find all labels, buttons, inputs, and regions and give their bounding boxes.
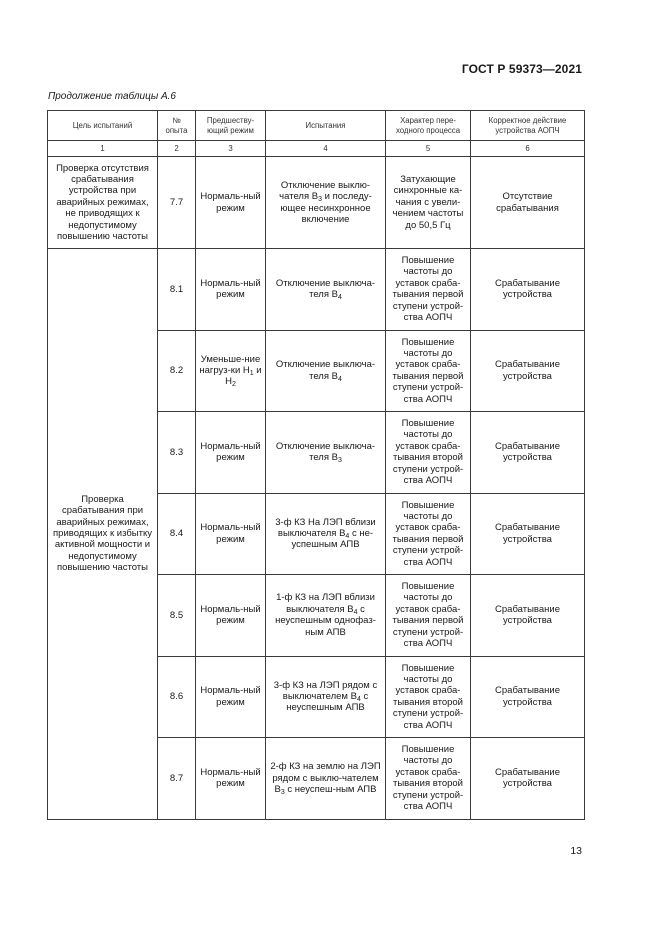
correct-action: Срабатывание устройства bbox=[471, 330, 585, 412]
transient-process: Повышение частоты до уставок сраба-тывания второй ступени устрой-ства АОПЧ bbox=[386, 738, 471, 820]
column-header: № опыта bbox=[158, 111, 196, 141]
correct-action: Срабатывание устройства bbox=[471, 656, 585, 738]
previous-mode: Нормаль-ный режим bbox=[196, 157, 266, 249]
correct-action: Срабатывание устройства bbox=[471, 738, 585, 820]
correct-action: Срабатывание устройства bbox=[471, 249, 585, 331]
column-header: Характер пере-ходного процесса bbox=[386, 111, 471, 141]
correct-action: Отсутствие срабатывания bbox=[471, 157, 585, 249]
column-number: 5 bbox=[386, 141, 471, 157]
correct-action: Срабатывание устройства bbox=[471, 575, 585, 657]
column-number: 3 bbox=[196, 141, 266, 157]
previous-mode: Нормаль-ный режим bbox=[196, 656, 266, 738]
correct-action: Срабатывание устройства bbox=[471, 493, 585, 575]
document-code: ГОСТ Р 59373—2021 bbox=[461, 62, 582, 76]
experiment-number: 7.7 bbox=[158, 157, 196, 249]
test-description: 1-ф КЗ на ЛЭП вблизи выключателя $В_4$ с неуспешным однофаз-ным АПВ bbox=[266, 575, 386, 657]
test-goal-cell: Проверка срабатывания при аварийных режимах, приводящих к избытку активной мощности и недопустимому повышению частоты bbox=[48, 249, 158, 820]
transient-process: Повышение частоты до уставок сраба-тывания второй ступени устрой-ства АОПЧ bbox=[386, 656, 471, 738]
previous-mode: Нормаль-ный режим bbox=[196, 249, 266, 331]
experiment-number: 8.6 bbox=[158, 656, 196, 738]
experiment-number: 8.4 bbox=[158, 493, 196, 575]
test-description: 3-ф КЗ на ЛЭП рядом с выключателем $В_4$ с неуспешным АПВ bbox=[266, 656, 386, 738]
column-header: Корректное действие устройства АОПЧ bbox=[471, 111, 585, 141]
experiment-number: 8.5 bbox=[158, 575, 196, 657]
test-description: Отключение выключа-теля $В_4$ bbox=[266, 249, 386, 331]
experiment-number: 8.3 bbox=[158, 412, 196, 494]
transient-process: Повышение частоты до уставок сраба-тывания первой ступени устрой-ства АОПЧ bbox=[386, 493, 471, 575]
previous-mode: Нормаль-ный режим bbox=[196, 738, 266, 820]
previous-mode: Нормаль-ный режим bbox=[196, 575, 266, 657]
column-number: 2 bbox=[158, 141, 196, 157]
header-row bbox=[48, 111, 585, 141]
column-header: Предшеству-ющий режим bbox=[196, 111, 266, 141]
column-number: 1 bbox=[48, 141, 158, 157]
previous-mode: Уменьше-ние нагруз-ки $Н_1$ и $Н_2$ bbox=[196, 330, 266, 412]
previous-mode: Нормаль-ный режим bbox=[196, 493, 266, 575]
column-number-row bbox=[48, 141, 585, 157]
column-header: Цель испытаний bbox=[48, 111, 158, 141]
column-header: Испытания bbox=[266, 111, 386, 141]
test-description: 3-ф КЗ На ЛЭП вблизи выключателя $В_4$ с не-успешным АПВ bbox=[266, 493, 386, 575]
experiment-number: 8.2 bbox=[158, 330, 196, 412]
experiment-number: 8.7 bbox=[158, 738, 196, 820]
previous-mode: Нормаль-ный режим bbox=[196, 412, 266, 494]
test-description: 2-ф КЗ на землю на ЛЭП рядом с выклю-чателем $В_3$ с неуспеш-ным АПВ bbox=[266, 738, 386, 820]
test-description: Отключение выклю-чателя $В_3$ и последу-ющее несинхронное включение bbox=[266, 157, 386, 249]
test-description: Отключение выключа-теля $В_3$ bbox=[266, 412, 386, 494]
transient-process: Повышение частоты до уставок сраба-тывания первой ступени устрой-ства АОПЧ bbox=[386, 249, 471, 331]
table-row bbox=[48, 157, 585, 249]
experiment-number: 8.1 bbox=[158, 249, 196, 331]
test-description: Отключение выключа-теля $В_4$ bbox=[266, 330, 386, 412]
transient-process: Повышение частоты до уставок сраба-тывания первой ступени устрой-ства АОПЧ bbox=[386, 575, 471, 657]
column-number: 4 bbox=[266, 141, 386, 157]
page-number: 13 bbox=[570, 845, 582, 857]
column-number: 6 bbox=[471, 141, 585, 157]
transient-process: Повышение частоты до уставок сраба-тывания первой ступени устрой-ства АОПЧ bbox=[386, 330, 471, 412]
correct-action: Срабатывание устройства bbox=[471, 412, 585, 494]
table-caption: Продолжение таблицы А.6 bbox=[48, 91, 176, 102]
table-row bbox=[48, 249, 585, 331]
transient-process: Повышение частоты до уставок сраба-тывания второй ступени устрой-ства АОПЧ bbox=[386, 412, 471, 494]
transient-process: Затухающие синхронные ка-чания с увели-чением частоты до 50,5 Гц bbox=[386, 157, 471, 249]
test-goal-cell: Проверка отсутствия срабатывания устройства при аварийных режимах, не приводящих к недопустимому повышению частоты bbox=[48, 157, 158, 249]
test-table bbox=[47, 110, 585, 820]
